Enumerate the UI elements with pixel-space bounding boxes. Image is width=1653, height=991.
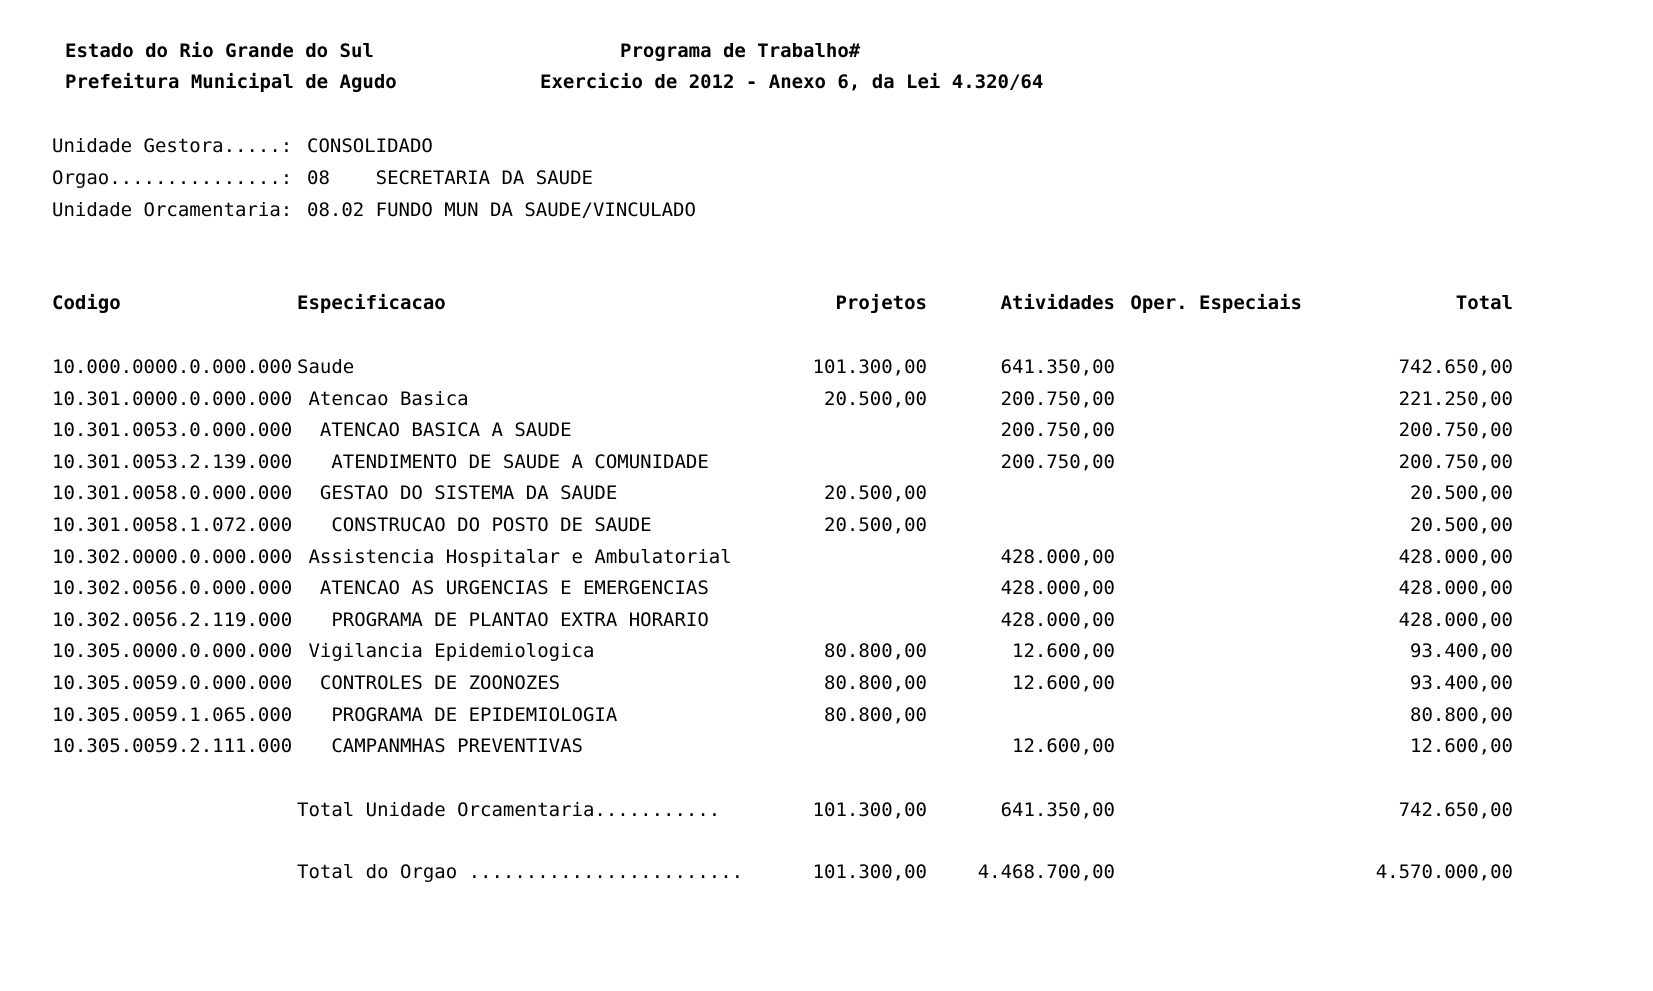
row-total: 742.650,00 — [1398, 356, 1513, 378]
row-especificacao: CAMPANMHAS PREVENTIVAS — [297, 735, 583, 757]
total-total: 4.570.000,00 — [1375, 861, 1513, 883]
row-atividades: 200.750,00 — [1000, 388, 1115, 410]
row-total: 428.000,00 — [1398, 609, 1513, 631]
table-row — [0, 513, 1653, 537]
total-total: 742.650,00 — [1398, 799, 1513, 821]
row-codigo: 10.301.0053.2.139.000 — [52, 451, 293, 473]
row-codigo: 10.301.0058.0.000.000 — [52, 482, 293, 504]
table-row — [0, 671, 1653, 695]
meta-unidade-orcamentaria — [0, 198, 1653, 222]
row-especificacao: ATENCAO AS URGENCIAS E EMERGENCIAS — [297, 577, 709, 599]
table-row — [0, 703, 1653, 727]
table-row — [0, 450, 1653, 474]
row-especificacao: CONTROLES DE ZOONOZES — [297, 672, 561, 694]
row-codigo: 10.305.0059.1.065.000 — [52, 704, 293, 726]
col-header-especificacao: Especificacao — [297, 292, 446, 314]
row-projetos: 80.800,00 — [824, 704, 927, 726]
row-total: 428.000,00 — [1398, 546, 1513, 568]
meta-value: 08.02 FUNDO MUN DA SAUDE/VINCULADO — [307, 199, 696, 221]
row-total: 12.600,00 — [1410, 735, 1513, 757]
row-codigo: 10.305.0059.2.111.000 — [52, 735, 293, 757]
header-line-1 — [0, 39, 1653, 63]
row-total: 428.000,00 — [1398, 577, 1513, 599]
table-row — [0, 639, 1653, 663]
row-atividades: 428.000,00 — [1000, 609, 1115, 631]
header-line-2 — [0, 70, 1653, 94]
total-atividades: 641.350,00 — [1000, 799, 1115, 821]
row-especificacao: PROGRAMA DE PLANTAO EXTRA HORARIO — [297, 609, 709, 631]
row-projetos: 20.500,00 — [824, 388, 927, 410]
row-atividades: 641.350,00 — [1000, 356, 1115, 378]
table-row — [0, 545, 1653, 569]
total-projetos: 101.300,00 — [812, 799, 927, 821]
row-projetos: 80.800,00 — [824, 672, 927, 694]
total-projetos: 101.300,00 — [812, 861, 927, 883]
row-codigo: 10.000.0000.0.000.000 — [52, 356, 293, 378]
row-especificacao: CONSTRUCAO DO POSTO DE SAUDE — [297, 514, 652, 536]
row-especificacao: ATENDIMENTO DE SAUDE A COMUNIDADE — [297, 451, 709, 473]
row-codigo: 10.302.0000.0.000.000 — [52, 546, 293, 568]
row-codigo: 10.305.0000.0.000.000 — [52, 640, 293, 662]
row-codigo: 10.302.0056.0.000.000 — [52, 577, 293, 599]
row-especificacao: Saude — [297, 356, 355, 378]
table-row — [0, 734, 1653, 758]
report-title: Programa de Trabalho# — [620, 40, 861, 62]
total-unidade-orcamentaria-row — [0, 798, 1653, 822]
meta-label: Unidade Orcamentaria: — [52, 199, 293, 221]
total-label: Total do Orgao ........................ — [297, 861, 744, 883]
total-atividades: 4.468.700,00 — [977, 861, 1115, 883]
row-atividades: 200.750,00 — [1000, 451, 1115, 473]
row-especificacao: Vigilancia Epidemiologica — [297, 640, 595, 662]
row-total: 93.400,00 — [1410, 640, 1513, 662]
row-projetos: 80.800,00 — [824, 640, 927, 662]
meta-value: 08 SECRETARIA DA SAUDE — [307, 167, 593, 189]
col-header-codigo: Codigo — [52, 292, 121, 314]
report-subtitle: Exercicio de 2012 - Anexo 6, da Lei 4.320/64 — [540, 71, 1044, 93]
row-total: 200.750,00 — [1398, 451, 1513, 473]
table-row — [0, 576, 1653, 600]
meta-label: Orgao...............: — [52, 167, 293, 189]
row-total: 20.500,00 — [1410, 514, 1513, 536]
meta-unidade-gestora — [0, 134, 1653, 158]
table-row — [0, 608, 1653, 632]
col-header-total: Total — [1455, 292, 1513, 314]
row-codigo: 10.301.0000.0.000.000 — [52, 388, 293, 410]
total-orgao-row — [0, 860, 1653, 884]
col-header-oper-especiais: Oper. Especiais — [1130, 292, 1302, 314]
total-label: Total Unidade Orcamentaria........... — [297, 799, 721, 821]
table-row — [0, 387, 1653, 411]
org-name-line2: Prefeitura Municipal de Agudo — [65, 71, 397, 93]
row-especificacao: GESTAO DO SISTEMA DA SAUDE — [297, 482, 618, 504]
row-total: 200.750,00 — [1398, 419, 1513, 441]
row-especificacao: ATENCAO BASICA A SAUDE — [297, 419, 572, 441]
row-projetos: 101.300,00 — [812, 356, 927, 378]
row-total: 221.250,00 — [1398, 388, 1513, 410]
row-projetos: 20.500,00 — [824, 482, 927, 504]
row-total: 20.500,00 — [1410, 482, 1513, 504]
table-row — [0, 418, 1653, 442]
col-header-projetos: Projetos — [835, 292, 927, 314]
meta-label: Unidade Gestora.....: — [52, 135, 293, 157]
row-total: 80.800,00 — [1410, 704, 1513, 726]
row-atividades: 12.600,00 — [1012, 735, 1115, 757]
meta-value: CONSOLIDADO — [307, 135, 433, 157]
row-codigo: 10.301.0058.1.072.000 — [52, 514, 293, 536]
row-projetos: 20.500,00 — [824, 514, 927, 536]
row-codigo: 10.301.0053.0.000.000 — [52, 419, 293, 441]
col-header-atividades: Atividades — [1000, 292, 1115, 314]
row-atividades: 200.750,00 — [1000, 419, 1115, 441]
table-header-row — [0, 291, 1653, 315]
row-atividades: 12.600,00 — [1012, 672, 1115, 694]
row-total: 93.400,00 — [1410, 672, 1513, 694]
row-atividades: 428.000,00 — [1000, 577, 1115, 599]
table-row — [0, 355, 1653, 379]
row-atividades: 12.600,00 — [1012, 640, 1115, 662]
row-codigo: 10.305.0059.0.000.000 — [52, 672, 293, 694]
meta-orgao — [0, 166, 1653, 190]
row-codigo: 10.302.0056.2.119.000 — [52, 609, 293, 631]
row-especificacao: Assistencia Hospitalar e Ambulatorial — [297, 546, 732, 568]
row-atividades: 428.000,00 — [1000, 546, 1115, 568]
org-name-line1: Estado do Rio Grande do Sul — [65, 40, 374, 62]
row-especificacao: Atencao Basica — [297, 388, 469, 410]
table-row — [0, 481, 1653, 505]
row-especificacao: PROGRAMA DE EPIDEMIOLOGIA — [297, 704, 618, 726]
